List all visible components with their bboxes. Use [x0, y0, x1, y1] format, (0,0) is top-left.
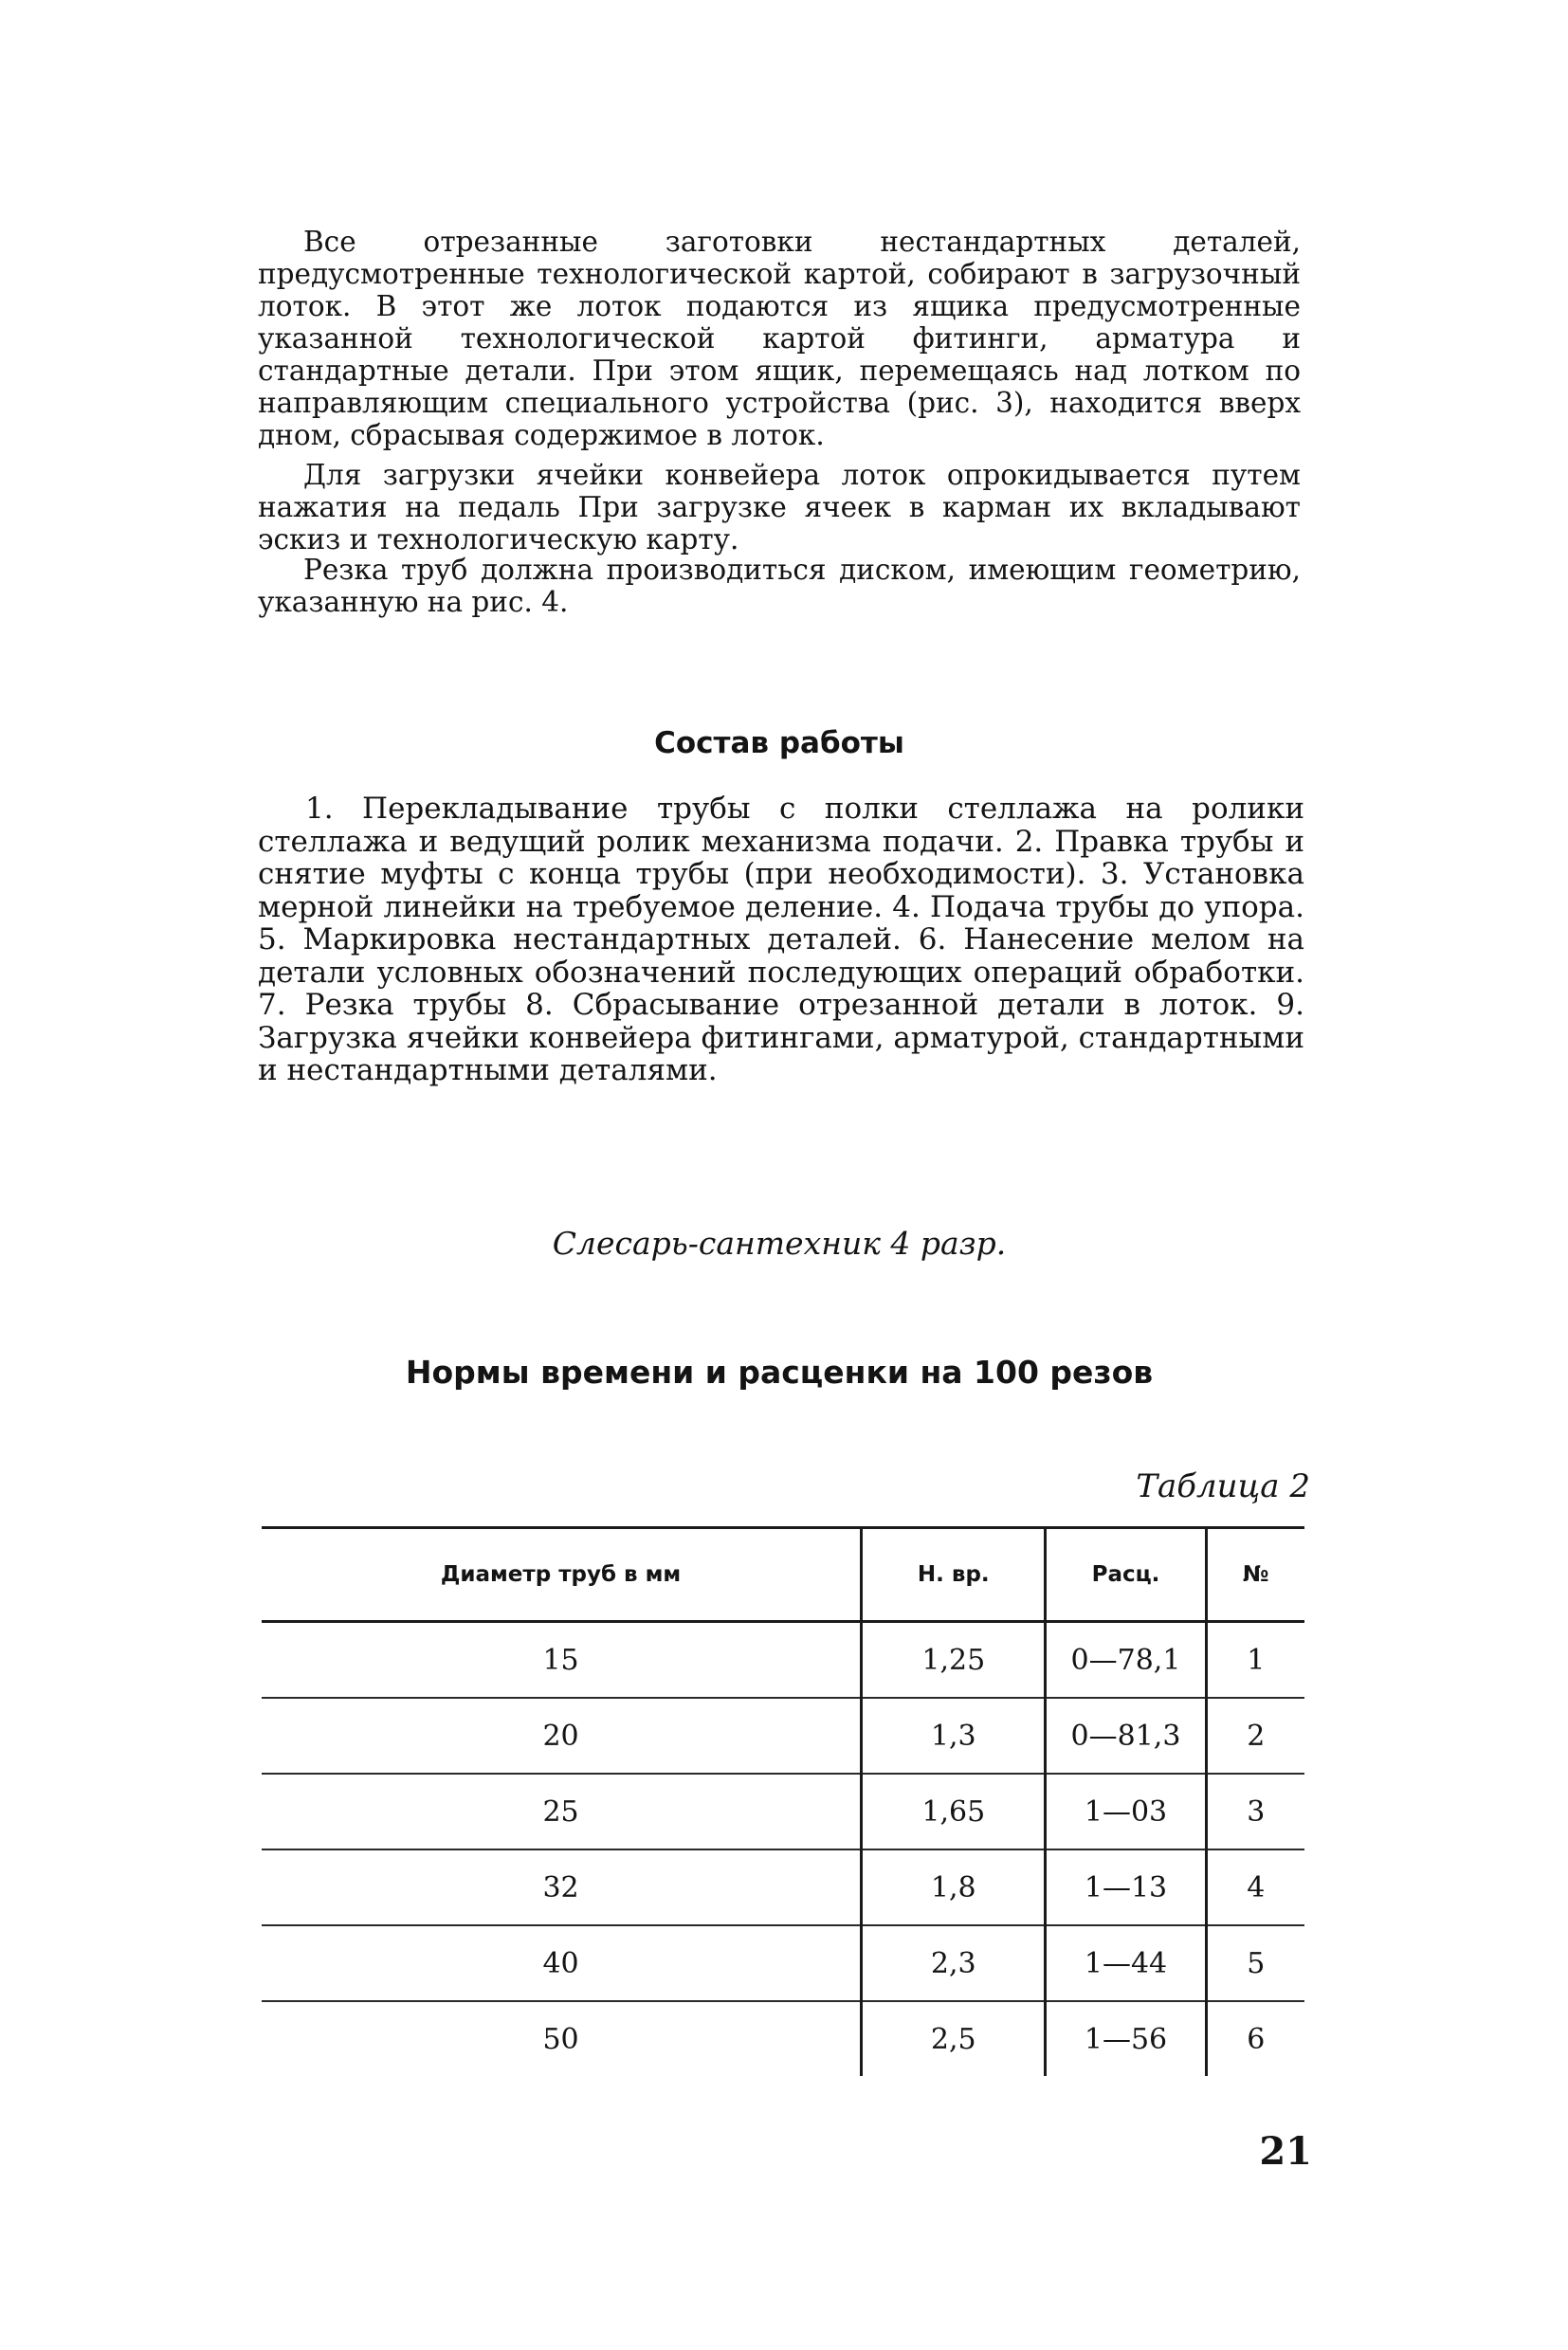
cell-time-norm: 2,5 — [862, 2001, 1046, 2076]
cell-rate: 0—81,3 — [1046, 1698, 1206, 1774]
table-header-row — [262, 1528, 1304, 1622]
cell-diameter: 20 — [262, 1698, 862, 1774]
table-row — [262, 2001, 1304, 2076]
cell-number: 6 — [1206, 2001, 1304, 2076]
table-row — [262, 1925, 1304, 2001]
cell-time-norm: 1,8 — [862, 1849, 1046, 1925]
header-number: № — [1206, 1528, 1304, 1622]
cell-rate: 0—78,1 — [1046, 1622, 1206, 1699]
page-number: 21 — [1259, 2129, 1312, 2174]
cell-diameter: 50 — [542, 2022, 579, 2056]
cell-time-norm: 2,3 — [862, 1925, 1046, 2001]
header-time-norm: Н. вр. — [862, 1528, 1046, 1622]
paragraph-blanks-loading: Все отрезанные заготовки нестандартных деталей, предусмотренные технологической картой, собирают в загрузочный лоток. В этот же лоток подаются из ящика предусмотренные указанной технологической картой фитинги, арматура и стандартные детали. При этом ящик, перемещаясь над лотком по направляющим специального устройства (рис. 3), находится вверх дном, сбрасывая содержимое в лоток. — [258, 226, 1301, 451]
paragraph-conveyor-loading: Для загрузки ячейки конвейера лоток опрокидывается путем нажатия на педаль При загрузке ячеек в карман их вкладывают эскиз и технологическую карту. — [258, 459, 1301, 556]
cell-rate: 1—13 — [1046, 1849, 1206, 1925]
cell-diameter: 15 — [262, 1622, 862, 1699]
header-rate: Расц. — [1046, 1528, 1206, 1622]
table-row — [262, 1622, 1304, 1699]
header-diameter: Диаметр труб в мм — [262, 1528, 862, 1622]
cell-time-norm: 1,3 — [862, 1698, 1046, 1774]
cell-number: 3 — [1206, 1774, 1304, 1849]
cell-diameter: 25 — [262, 1774, 862, 1849]
norms-table — [262, 1526, 1304, 2076]
cell-rate: 1—03 — [1046, 1774, 1206, 1849]
worker-qualification: Слесарь-сантехник 4 разр. — [552, 1225, 1007, 1262]
cell-time-norm: 1,65 — [862, 1774, 1046, 1849]
cell-number: 4 — [1206, 1849, 1304, 1925]
cell-diameter: 40 — [262, 1925, 862, 2001]
table-caption: Таблица 2 — [1136, 1467, 1310, 1505]
cell-diameter: 32 — [262, 1849, 862, 1925]
table-row — [262, 1774, 1304, 1849]
cell-number: 1 — [1206, 1622, 1304, 1699]
cell-number: 5 — [1206, 1925, 1304, 2001]
norms-title: Нормы времени и расценки на 100 резов — [405, 1354, 1154, 1391]
table-row — [262, 1698, 1304, 1774]
cell-rate: 1—56 — [1046, 2001, 1206, 2076]
paragraph-pipe-cutting: Резка труб должна производиться диском, имеющим геометрию, указанную на рис. 4. — [258, 554, 1301, 618]
cell-time-norm: 1,25 — [862, 1622, 1046, 1699]
section-title-work-composition: Состав работы — [654, 726, 904, 760]
work-composition-text: 1. Перекладывание трубы с полки стеллажа на ролики стеллажа и ведущий ролик механизма подачи. 2. Правка трубы и снятие муфты с конца трубы (при необходимости). 3. Установка мерной линейки на требуемое деление. 4. Подача трубы до упора. 5. Маркировка нестандартных деталей. 6. Нанесение мелом на детали условных обозначений последующих операций обработки. 7. Резка трубы 8. Сбрасывание отрезанной детали в лоток. 9. Загрузка ячейки конвейера фитингами, арматурой, стандартными и нестандартными деталями. — [258, 792, 1304, 1087]
cell-number: 2 — [1206, 1698, 1304, 1774]
cell-rate: 1—44 — [1046, 1925, 1206, 2001]
table-row — [262, 1849, 1304, 1925]
